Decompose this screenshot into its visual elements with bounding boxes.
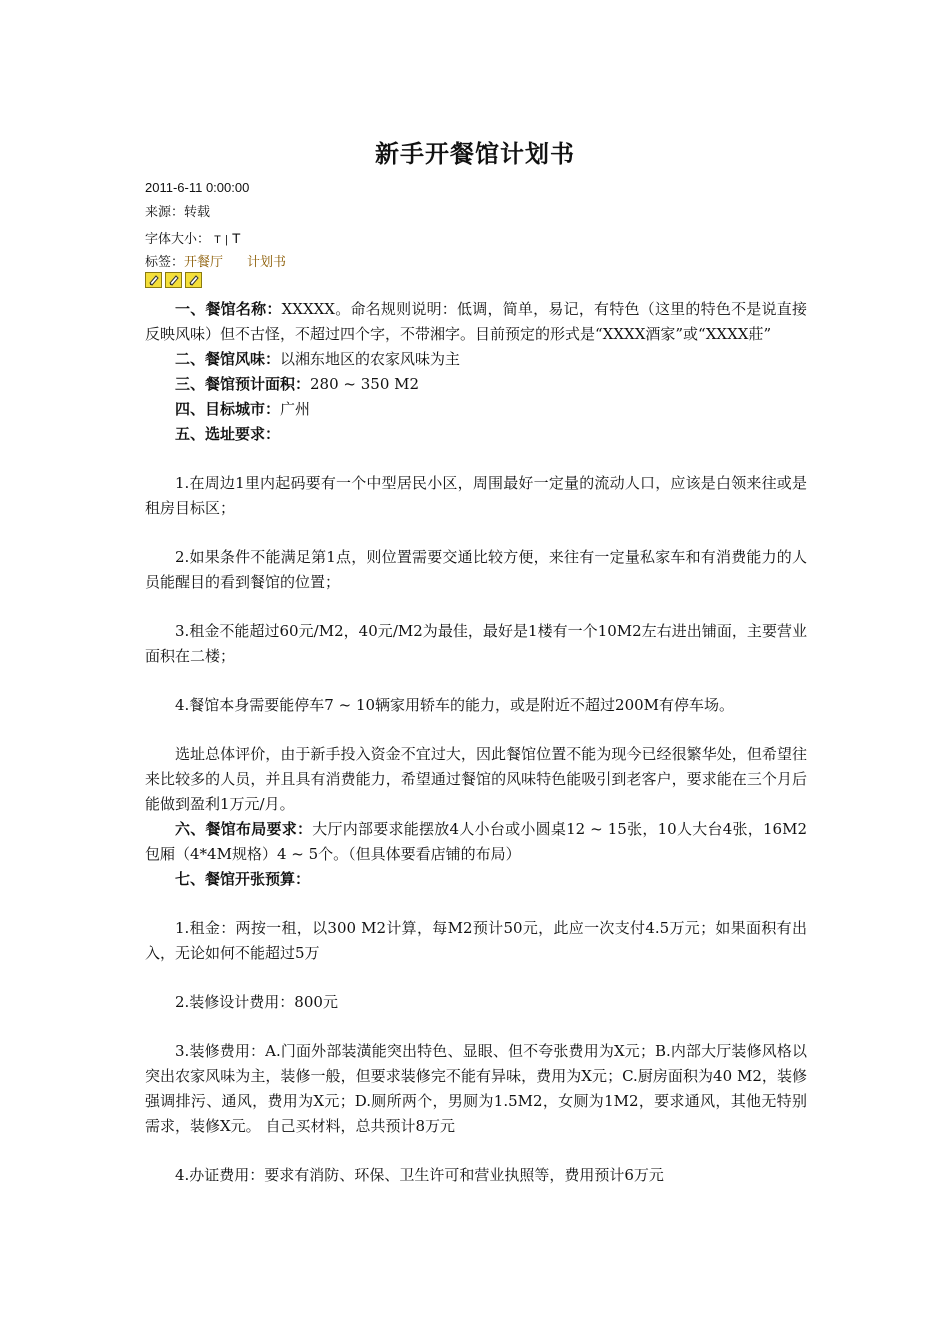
tags-label: 标签： <box>145 255 185 270</box>
list-item: 1.租金：两按一租，以300 M2计算，每M2预计50元，此应一次支付4.5万元；如果面积有出入，无论如何不能超过5万 <box>145 919 807 962</box>
section-location <box>145 422 807 447</box>
section-city <box>145 397 807 422</box>
font-large-button[interactable]: T <box>232 230 241 246</box>
location-summary: 选址总体评价，由于新手投入资金不宜过大，因此餐馆位置不能为现今已经很繁华处，但希望往来比较多的人员，并且具有消费能力，希望通过餐馆的风味特色能吸引到老客户，要求能在三个月后能做到盈利1万元/月。 <box>145 745 807 813</box>
bookmark-icon[interactable] <box>185 272 202 288</box>
section-heading: 四、目标城市： <box>175 400 281 418</box>
list-item: 2.如果条件不能满足第1点，则位置需要交通比较方便，来往有一定量私家车和有消费能力的人员能醒目的看到餐馆的位置； <box>145 548 807 591</box>
section-text: XXXXX。命名规则说明：低调，简单，易记，有特色（这里的特色不是说直接反映风味）但不古怪，不超过四个字，不带湘字。目前预定的形式是“XXXX酒家”或“XXXX莊” <box>145 300 807 343</box>
section-heading: 六、餐馆布局要求： <box>175 820 313 838</box>
section-budget <box>145 867 807 892</box>
font-size-line <box>145 230 241 248</box>
font-separator: | <box>225 234 228 246</box>
source-value: 转载 <box>184 205 211 220</box>
list-item: 4.餐馆本身需要能停车7 ~ 10辆家用轿车的能力，或是附近不超过200M有停车场。 <box>175 696 735 714</box>
section-text: 大厅内部要求能摆放4人小台或小圆桌12 ~ 15张，10人大台4张，16M2包厢（4*4M规格）4 ~ 5个。（但具体要看店铺的布局） <box>145 820 807 863</box>
font-size-label: 字体大小： <box>145 232 211 247</box>
section-text: 280 ~ 350 M2 <box>310 375 420 393</box>
section-flavor <box>145 347 807 372</box>
section-heading: 一、餐馆名称： <box>175 300 282 318</box>
section-layout <box>145 817 807 867</box>
section-heading: 五、选址要求： <box>175 425 281 443</box>
source-label: 来源： <box>145 205 185 220</box>
list-item: 3.租金不能超过60元/M2，40元/M2为最佳，最好是1楼有一个10M2左右进出铺面，主要营业面积在二楼； <box>145 622 807 665</box>
source-line <box>145 205 210 221</box>
share-icons <box>145 272 205 290</box>
tag-link[interactable]: 开餐厅 <box>184 255 224 270</box>
article-body <box>145 297 807 1188</box>
bookmark-icon[interactable] <box>145 272 162 288</box>
section-heading: 二、餐馆风味： <box>175 350 281 368</box>
bookmark-icon[interactable] <box>165 272 182 288</box>
section-heading: 七、餐馆开张预算： <box>175 870 311 888</box>
section-heading: 三、餐馆预计面积： <box>175 375 311 393</box>
tag-link[interactable]: 计划书 <box>247 255 287 270</box>
tags-line <box>145 255 286 271</box>
section-text: 以湘东地区的农家风味为主 <box>280 350 461 368</box>
page-title: 新手开餐馆计划书 <box>375 140 575 168</box>
section-area <box>145 372 807 397</box>
section-text: 广州 <box>280 400 311 418</box>
list-item: 2.装修设计费用：800元 <box>175 993 338 1011</box>
list-item: 3.装修费用：A.门面外部装潢能突出特色、显眼、但不夸张费用为X元；B.内部大厅装修风格以突出农家风味为主，装修一般，但要求装修完不能有异味，费用为X元；C.厨房面积为40 M2，装修强调排污、通风，费用为X元；D.厕所两个，男厕为1.5M2，女厕为1M2，要求通风，其他无特别需求，装修X元。 自己买材料，总共预计8万元 <box>145 1042 807 1135</box>
section-name <box>145 297 807 347</box>
publish-date: 2011-6-11 0:00:00 <box>145 180 250 195</box>
list-item: 4.办证费用：要求有消防、环保、卫生许可和营业执照等，费用预计6万元 <box>175 1166 664 1184</box>
font-small-button[interactable]: T <box>214 234 221 246</box>
list-item: 1.在周边1里内起码要有一个中型居民小区，周围最好一定量的流动人口，应该是白领来往或是租房目标区； <box>145 474 807 517</box>
